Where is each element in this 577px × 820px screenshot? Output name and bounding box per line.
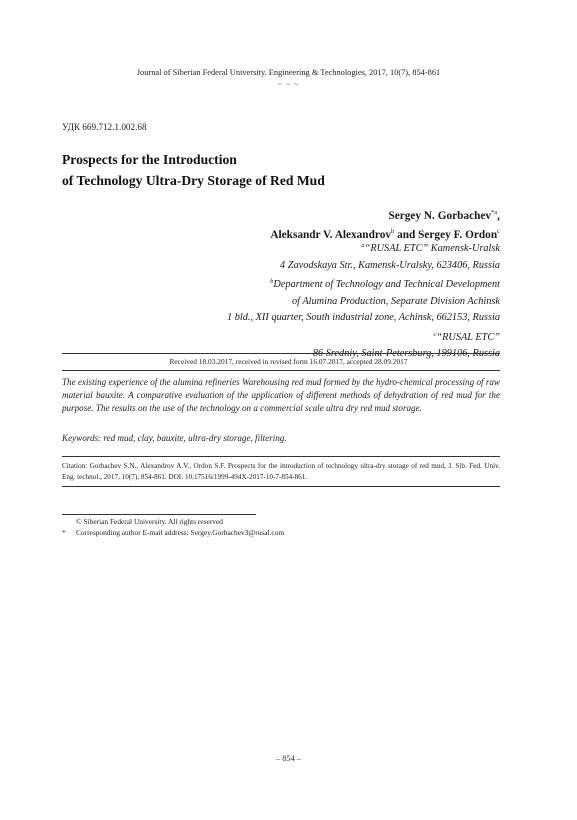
udk-code: УДК 669.712.1.002.68: [62, 122, 147, 132]
header-separator: ~ ~ ~: [277, 80, 300, 89]
affiliation-a-org: [227, 238, 500, 258]
citation: Citation: Gorbachev S.N., Alexandrov A.V., Ordon S.F. Prospects for the introduction of technology ultra-dry storage of red mud, J. Sib. Fed. Univ. Eng. technol., 2017, 10(7), 854-861. DOI: 10.17516/1999-494X-2017-10-7-854-861.: [62, 462, 500, 481]
affiliation-b-org-2: of Alumina Production, Separate Division Achinsk: [291, 295, 500, 307]
footnote-corresponding: [62, 527, 284, 538]
abstract: The existing experience of the alumina refineries Warehousing red mud formed by the hydro-chemical processing of raw material bauxite. A comparative evaluation of the application of different methods of dehydration of red mud for the purpose. The results on the use of the technology on a commercial scale ultra dry red mud storage.: [62, 377, 500, 413]
title-line-2: of Technology Ultra-Dry Storage of Red Mud: [62, 173, 325, 188]
author-conjunction: and: [394, 229, 419, 241]
affiliation-a-address: 4 Zavodskaya Str., Kamensk-Uralsky, 623406, Russia: [280, 259, 500, 271]
article-title: [62, 149, 325, 191]
divider-citation-bottom: [62, 486, 500, 487]
author-separator: ,: [497, 210, 500, 222]
affiliation-a-org-text: “RUSAL ETC” Kamensk-Uralsk: [364, 243, 500, 254]
footnote-divider: [62, 514, 256, 515]
corresponding-mark: *: [62, 528, 66, 537]
divider-citation-top: [62, 456, 500, 457]
page-number: – 854 –: [275, 754, 302, 763]
author-1: Sergey N. Gorbachev: [388, 210, 492, 222]
keywords: Keywords: red mud, clay, bauxite, ultra-dry storage, filtering.: [62, 433, 287, 443]
divider-top: [62, 353, 500, 354]
affiliations: [227, 238, 500, 363]
footnote-copyright: [62, 516, 284, 527]
journal-header: Journal of Siberian Federal University. Engineering & Technologies, 2017, 10(7), 854-861: [136, 68, 441, 77]
footnotes: [62, 516, 284, 538]
affiliation-b-address: 1 bld., XII quarter, South industrial zone, Achinsk, 662153, Russia: [227, 312, 500, 323]
author-line-1: [270, 205, 500, 224]
author-2-sup: b: [391, 228, 395, 235]
author-3-sup: c: [497, 228, 500, 235]
affiliation-c-address: 86 Sredniy, Saint-Petersburg, 199106, Russia: [312, 348, 500, 359]
affiliation-b-org-1: [227, 274, 500, 294]
copyright-text: © Siberian Federal University. All rights reserved: [76, 517, 223, 526]
author-2: Aleksandr V. Alexandrov: [270, 229, 391, 241]
affiliation-c-org-text: “RUSAL ETC”: [436, 331, 500, 343]
affiliation-b-sup: b: [270, 278, 274, 285]
received-dates: Received 18.03.2017, received in revised form 16.07.2017, accepted 28.09.2017: [169, 357, 408, 366]
affiliation-c-sup: c: [433, 330, 437, 338]
author-3: Sergey F. Ordon: [418, 229, 498, 241]
footnote-blank-mark: [62, 516, 76, 527]
affiliation-b-org-text: Department of Technology and Technical Development: [273, 279, 500, 290]
divider-abstract: [62, 370, 500, 371]
author-1-sup: *a: [491, 209, 498, 216]
affiliation-a-sup: a: [361, 242, 365, 249]
affiliation-c-org: [227, 327, 500, 347]
title-line-1: Prospects for the Introduction: [62, 152, 237, 167]
corresponding-text: Corresponding author E-mail address: Sergey.Gorbachev3@rusal.com: [76, 528, 285, 537]
